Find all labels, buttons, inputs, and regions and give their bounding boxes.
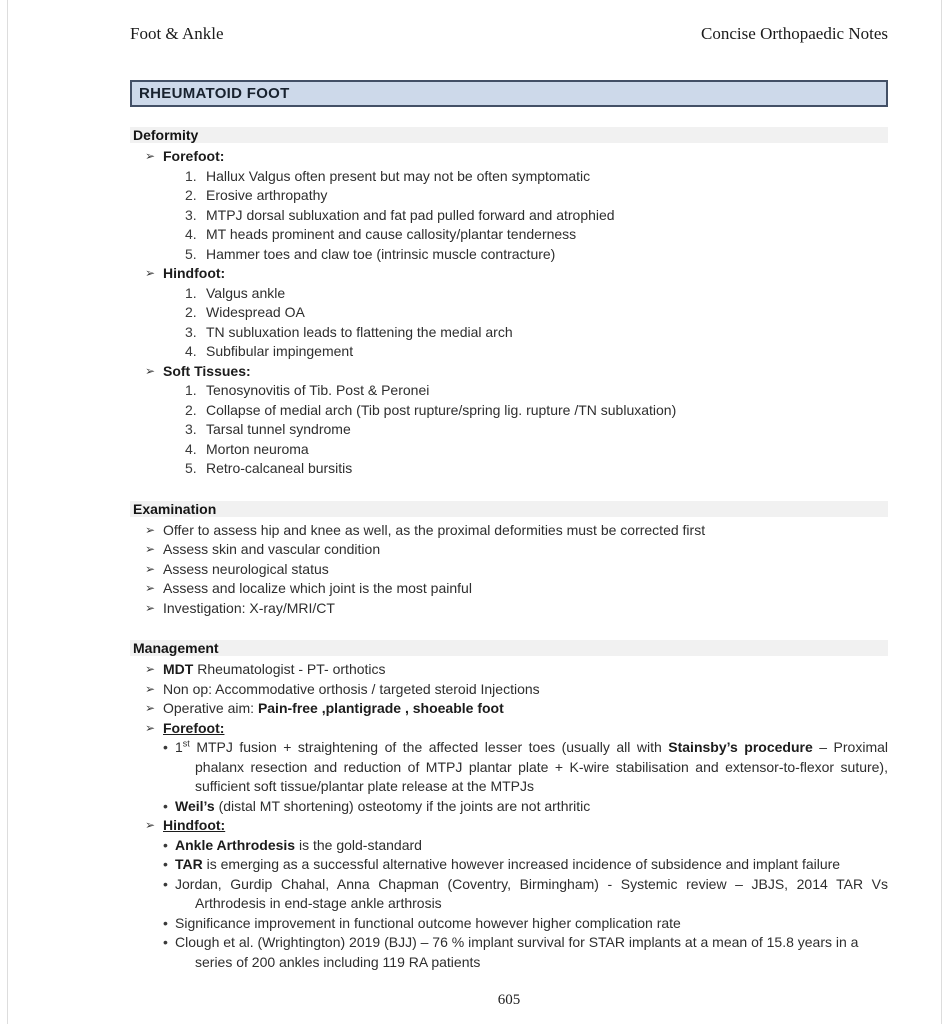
- item-number: 2.: [185, 304, 197, 320]
- arrow-marker-icon: ➢: [145, 581, 156, 595]
- numbered-item: [130, 303, 888, 323]
- item-text: Forefoot:: [163, 719, 225, 736]
- arrow-marker-icon: ➢: [145, 363, 156, 378]
- item-text: Offer to assess hip and knee as well, as the proximal deformities must be corrected first: [163, 521, 706, 538]
- arrow-item: [130, 521, 888, 541]
- section-heading: Deformity: [130, 127, 888, 143]
- item-text: Forefoot:: [163, 148, 225, 164]
- item-text: TN subluxation leads to flattening the medial arch: [206, 323, 513, 340]
- arrow-marker-icon: ➢: [145, 542, 156, 556]
- running-header-right: Concise Orthopaedic Notes: [701, 24, 888, 43]
- page-content: [130, 0, 888, 1009]
- arrow-marker-icon: ➢: [145, 561, 156, 576]
- item-text: MTPJ dorsal subluxation and fat pad pulled forward and atrophied: [206, 206, 615, 223]
- item-number: 2.: [185, 187, 197, 203]
- item-text: Valgus ankle: [206, 284, 286, 301]
- bullet-marker-icon: •: [163, 836, 168, 853]
- arrow-item: [130, 264, 888, 284]
- bullet-item: [130, 836, 888, 856]
- item-number: 1.: [185, 382, 197, 398]
- arrow-item: [130, 599, 888, 619]
- item-number: 4.: [185, 226, 197, 242]
- item-text: Weil’s (distal MT shortening) osteotomy if the joints are not arthritic: [175, 797, 591, 814]
- item-text: Tenosynovitis of Tib. Post & Peronei: [206, 382, 430, 398]
- item-text: Assess skin and vascular condition: [163, 541, 381, 557]
- item-text: Investigation: X-ray/MRI/CT: [163, 599, 335, 616]
- numbered-item: [130, 167, 888, 187]
- numbered-item: [130, 323, 888, 343]
- arrow-marker-icon: ➢: [145, 662, 156, 676]
- item-text: Hindfoot:: [163, 817, 226, 833]
- item-text: Jordan, Gurdip Chahal, Anna Chapman (Coventry, Birmingham) - Systemic review – JBJS, 2014 TAR Vs Arthrodesis in end-stage ankle arthrosis: [175, 875, 888, 911]
- item-text: Erosive arthropathy: [206, 187, 328, 203]
- item-number: 3.: [185, 421, 197, 437]
- item-text: Operative aim: Pain-free ,plantigrade , shoeable foot: [163, 700, 504, 716]
- item-text: Subfibular impingement: [206, 343, 354, 359]
- bullet-marker-icon: •: [163, 914, 168, 931]
- bullet-item: [130, 933, 888, 972]
- item-text: Ankle Arthrodesis is the gold-standard: [175, 836, 422, 853]
- page-edge-right: [941, 0, 942, 1024]
- numbered-item: [130, 440, 888, 460]
- sections-container: [130, 127, 888, 972]
- bullet-marker-icon: •: [163, 856, 168, 872]
- arrow-item: [130, 540, 888, 560]
- item-text: Soft Tissues:: [163, 362, 251, 379]
- item-number: 4.: [185, 440, 197, 457]
- page-edge-left: [7, 0, 8, 1024]
- numbered-item: [130, 420, 888, 440]
- chapter-title: RHEUMATOID FOOT: [139, 85, 290, 102]
- bullet-marker-icon: •: [163, 875, 168, 892]
- numbered-item: [130, 459, 888, 479]
- section-examination: [130, 501, 888, 619]
- running-header-left: Foot & Ankle: [130, 24, 224, 43]
- item-text: Clough et al. (Wrightington) 2019 (BJJ) – 76 % implant survival for STAR implants at a mean of 15.8 years in a series of 200 ankles including 119 RA patients: [175, 934, 859, 970]
- item-text: Tarsal tunnel syndrome: [206, 421, 351, 437]
- item-number: 1.: [185, 167, 197, 184]
- item-text: Significance improvement in functional outcome however higher complication rate: [175, 914, 681, 931]
- arrow-item: [130, 362, 888, 382]
- running-header: [130, 0, 888, 44]
- arrow-item: [130, 699, 888, 719]
- arrow-item: [130, 816, 888, 836]
- item-text: Retro-calcaneal bursitis: [206, 460, 353, 476]
- bullet-item: [130, 797, 888, 817]
- item-text: MT heads prominent and cause callosity/plantar tenderness: [206, 226, 577, 242]
- item-number: 3.: [185, 323, 197, 340]
- bullet-marker-icon: •: [163, 934, 168, 950]
- bullet-item: [130, 738, 888, 797]
- item-number: 1.: [185, 284, 197, 301]
- bullet-item: [130, 914, 888, 934]
- item-text: Assess and localize which joint is the most painful: [163, 580, 472, 596]
- section-heading: Management: [130, 640, 888, 656]
- arrow-marker-icon: ➢: [145, 818, 156, 832]
- item-number: 5.: [185, 245, 197, 262]
- numbered-item: [130, 381, 888, 401]
- numbered-item: [130, 186, 888, 206]
- arrow-marker-icon: ➢: [145, 600, 156, 615]
- item-number: 5.: [185, 460, 197, 476]
- numbered-item: [130, 342, 888, 362]
- arrow-item: [130, 680, 888, 700]
- arrow-item: [130, 560, 888, 580]
- bullet-marker-icon: •: [163, 797, 168, 814]
- chapter-title-banner: [130, 80, 888, 107]
- arrow-item: [130, 579, 888, 599]
- item-number: 4.: [185, 343, 197, 359]
- item-text: Assess neurological status: [163, 560, 329, 577]
- item-text: Hammer toes and claw toe (intrinsic muscle contracture): [206, 245, 556, 262]
- item-number: 3.: [185, 206, 197, 223]
- item-text: Widespread OA: [206, 304, 305, 320]
- arrow-marker-icon: ➢: [145, 681, 156, 696]
- numbered-item: [130, 225, 888, 245]
- item-text: Morton neuroma: [206, 440, 309, 457]
- numbered-item: [130, 401, 888, 421]
- arrow-marker-icon: ➢: [145, 522, 156, 537]
- bullet-item: [130, 875, 888, 914]
- arrow-marker-icon: ➢: [145, 720, 156, 735]
- item-text: MDT Rheumatologist - PT- orthotics: [163, 661, 386, 677]
- arrow-item: [130, 719, 888, 739]
- item-text: TAR is emerging as a successful alternative however increased incidence of subsidence and implant failure: [175, 856, 841, 872]
- section-management: [130, 640, 888, 972]
- item-text: Hallux Valgus often present but may not be often symptomatic: [206, 167, 591, 184]
- section-deformity: [130, 127, 888, 479]
- arrow-item: [130, 147, 888, 167]
- section-heading: Examination: [130, 501, 888, 517]
- item-text: Collapse of medial arch (Tib post rupture/spring lig. rupture /TN subluxation): [206, 401, 677, 418]
- numbered-item: [130, 206, 888, 226]
- bullet-marker-icon: •: [163, 739, 168, 755]
- arrow-marker-icon: ➢: [145, 701, 156, 715]
- numbered-item: [130, 284, 888, 304]
- item-text: Non op: Accommodative orthosis / targeted steroid Injections: [163, 680, 540, 697]
- page-number: 605: [497, 992, 521, 1008]
- item-text: Hindfoot:: [163, 265, 226, 281]
- bullet-item: [130, 855, 888, 875]
- arrow-item: [130, 660, 888, 680]
- numbered-item: [130, 245, 888, 265]
- arrow-marker-icon: ➢: [145, 266, 156, 280]
- item-number: 2.: [185, 401, 197, 418]
- item-text: 1st MTPJ fusion + straightening of the affected lesser toes (usually all with Stainsby’s procedure – Proximal phalanx resection and reduction of MTPJ plantar plate + K-wire stabilisation and extensor-to-flexor suture), sufficient soft tissue/plantar plate release at the MTPJs: [175, 738, 888, 794]
- arrow-marker-icon: ➢: [145, 149, 156, 163]
